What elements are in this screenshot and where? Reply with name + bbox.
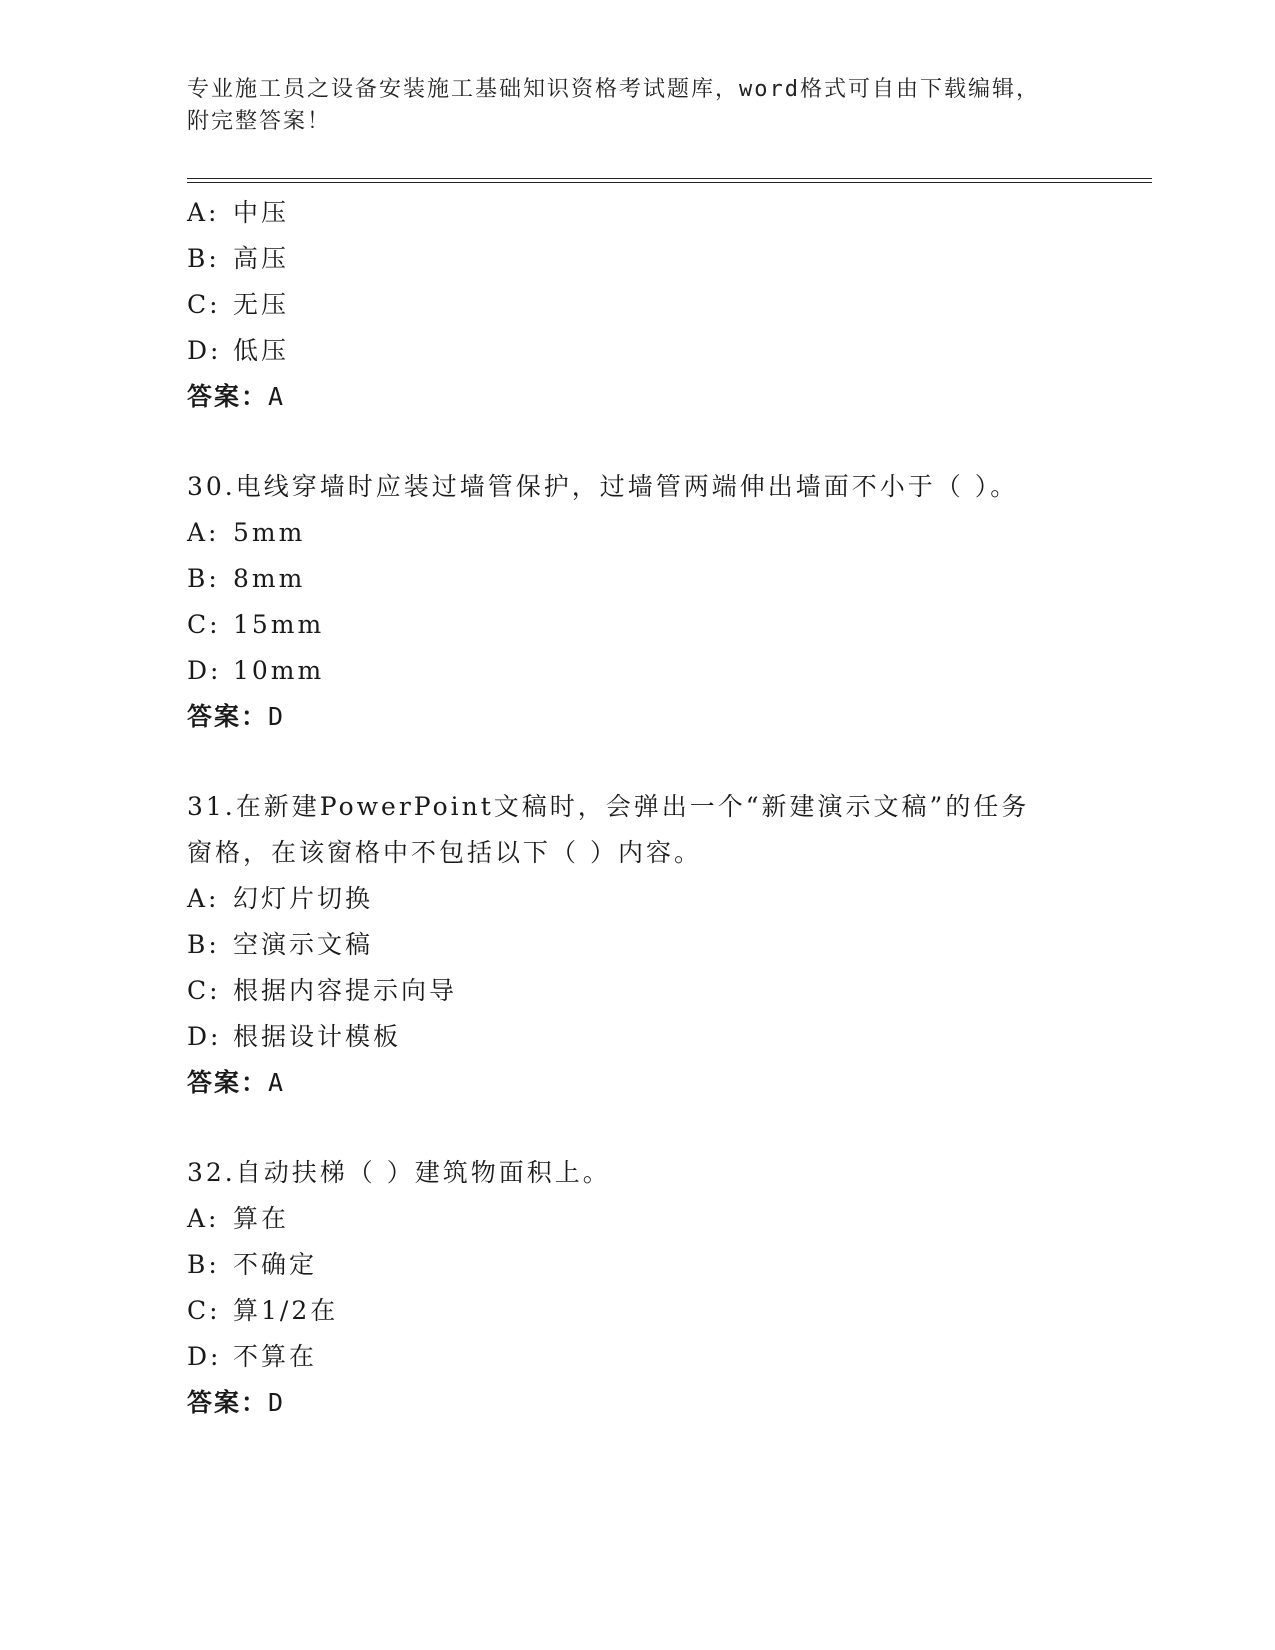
header-divider-bottom <box>187 182 1152 183</box>
question-text: 在新建PowerPoint文稿时，会弹出一个“新建演示文稿”的任务 <box>235 792 1030 821</box>
question-text: 自动扶梯（ ）建筑物面积上。 <box>235 1158 611 1187</box>
option-label: A: <box>187 1204 220 1233</box>
option-label: C: <box>187 290 221 319</box>
option-label: C: <box>187 610 221 639</box>
option-label: B: <box>187 244 220 273</box>
document-header <box>187 74 1067 138</box>
answer-label: 答案： <box>187 382 269 411</box>
question-stem <box>187 1150 1087 1196</box>
question-30 <box>187 464 1087 740</box>
option-a <box>187 510 1087 556</box>
option-label: A: <box>187 198 220 227</box>
header-line-1: 专业施工员之设备安装施工基础知识资格考试题库，word格式可自由下载编辑， <box>187 77 1040 102</box>
option-label: D: <box>187 656 222 685</box>
option-text: 不算在 <box>233 1342 318 1371</box>
question-32 <box>187 1150 1087 1426</box>
option-text: 根据设计模板 <box>233 1022 402 1051</box>
option-label: D: <box>187 1342 222 1371</box>
option-label: A: <box>187 518 220 547</box>
answer-label: 答案： <box>187 702 269 731</box>
option-d <box>187 1334 1087 1380</box>
question-number: 30. <box>187 472 236 501</box>
option-c <box>187 1288 1087 1334</box>
option-a <box>187 1196 1087 1242</box>
option-text: 8mm <box>233 564 306 593</box>
option-text: 算在 <box>233 1204 290 1233</box>
option-text: 中压 <box>233 198 290 227</box>
option-a <box>187 190 1087 236</box>
option-text: 低压 <box>233 336 290 365</box>
option-d <box>187 328 1087 374</box>
question-text: 窗格，在该窗格中不包括以下（ ）内容。 <box>187 838 702 867</box>
answer-value: A <box>268 1068 286 1097</box>
option-c <box>187 282 1087 328</box>
option-text: 高压 <box>233 244 290 273</box>
option-label: B: <box>187 1250 220 1279</box>
question-stem <box>187 784 1087 830</box>
question-list <box>187 190 1087 1426</box>
option-d <box>187 648 1087 694</box>
answer-line <box>187 1060 1087 1106</box>
option-text: 空演示文稿 <box>233 930 374 959</box>
option-text: 5mm <box>233 518 306 547</box>
answer-value: A <box>268 382 286 411</box>
answer-line <box>187 374 1087 420</box>
option-label: B: <box>187 930 220 959</box>
option-c <box>187 602 1087 648</box>
option-text: 10mm <box>233 656 325 685</box>
option-c <box>187 968 1087 1014</box>
header-divider-top <box>187 178 1152 179</box>
option-label: C: <box>187 976 221 1005</box>
option-label: C: <box>187 1296 221 1325</box>
option-text: 15mm <box>233 610 325 639</box>
option-b <box>187 1242 1087 1288</box>
option-text: 不确定 <box>233 1250 318 1279</box>
option-text: 算1/2在 <box>233 1296 339 1325</box>
answer-label: 答案： <box>187 1388 269 1417</box>
question-number: 32. <box>187 1158 236 1187</box>
question-text: 电线穿墙时应装过墙管保护，过墙管两端伸出墙面不小于（ ）。 <box>235 472 1019 501</box>
option-b <box>187 922 1087 968</box>
question-number: 31. <box>187 792 236 821</box>
answer-value: D <box>268 702 286 731</box>
answer-line <box>187 1380 1087 1426</box>
option-b <box>187 556 1087 602</box>
question-stem-continued <box>187 830 1087 876</box>
answer-label: 答案： <box>187 1068 269 1097</box>
header-line-2: 附完整答案！ <box>187 109 332 134</box>
question-29-continued <box>187 190 1087 420</box>
option-label: D: <box>187 1022 222 1051</box>
option-a <box>187 876 1087 922</box>
option-label: D: <box>187 336 222 365</box>
option-d <box>187 1014 1087 1060</box>
option-text: 根据内容提示向导 <box>233 976 458 1005</box>
question-stem <box>187 464 1087 510</box>
answer-line <box>187 694 1087 740</box>
option-text: 幻灯片切换 <box>233 884 374 913</box>
option-b <box>187 236 1087 282</box>
option-text: 无压 <box>233 290 290 319</box>
question-31 <box>187 784 1087 1106</box>
answer-value: D <box>268 1388 286 1417</box>
option-label: B: <box>187 564 220 593</box>
option-label: A: <box>187 884 220 913</box>
